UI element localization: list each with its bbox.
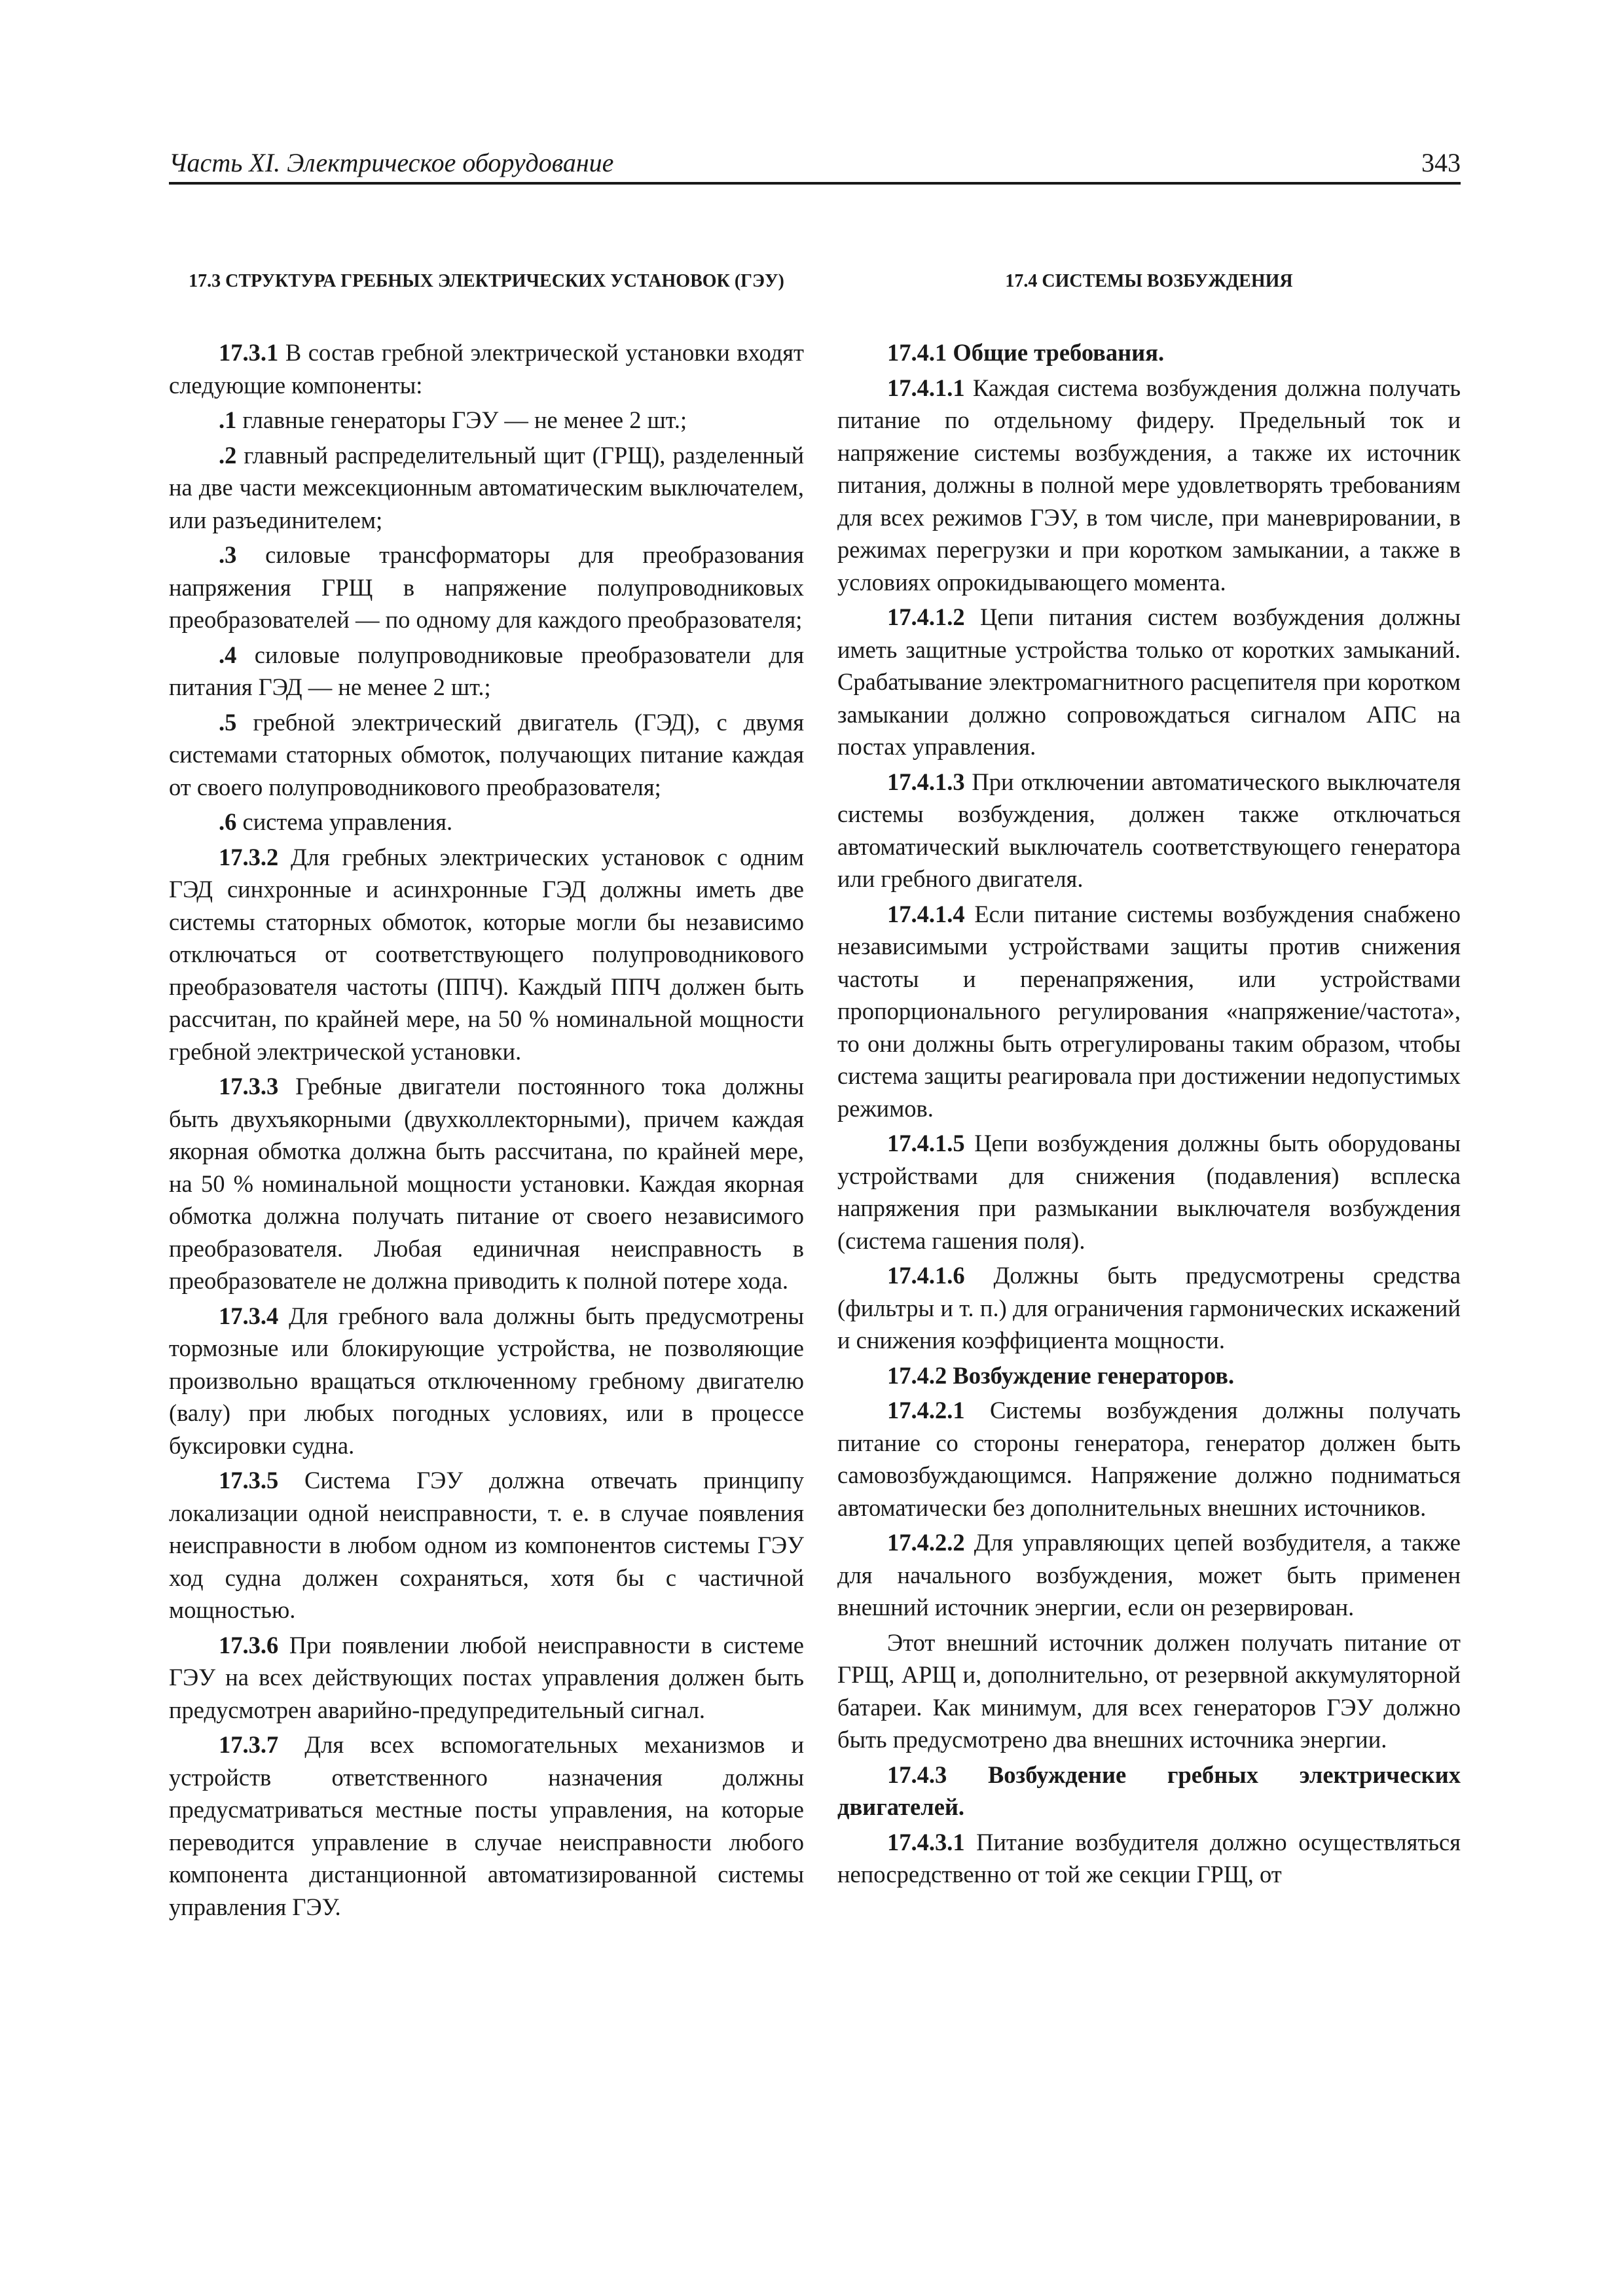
list-item-2: .2 главный распределительный щит (ГРЩ), разделенный на две части межсекционным автоматическим выключателем, или разъединителем; (169, 441, 804, 533)
paragraph-17-3-6: 17.3.6 При появлении любой неисправности в системе ГЭУ на всех действующих постах управления должен быть предусмотрен аварийно-предупредительный сигнал. (169, 1631, 804, 1723)
paragraph-17-4-1-5: 17.4.1.5 Цепи возбуждения должны быть оборудованы устройствами для снижения (подавления) всплеска напряжения при размыкании выключателя возбуждения (система гашения поля). (837, 1130, 1461, 1254)
paragraph-17-4-1-6: 17.4.1.6 Должны быть предусмотрены средства (фильтры и т. п.) для ограничения гармонических искажений и снижения коэффициента мощности. (837, 1262, 1461, 1354)
left-column (169, 268, 804, 1926)
page-number: 343 (1421, 148, 1461, 177)
paragraph-17-4-2-2: 17.4.2.2 Для управляющих цепей возбудителя, а также для начального возбуждения, может быть применен внешний источник энергии, если он резервирован. (837, 1529, 1461, 1621)
paragraph-17-3-4: 17.3.4 Для гребного вала должны быть предусмотрены тормозные или блокирующие устройства, не позволяющие произвольно вращаться отключенному гребному двигателю (валу) при любых погодных условиях, или в процессе буксировки судна. (169, 1302, 804, 1459)
paragraph-17-3-3: 17.3.3 Гребные двигатели постоянного тока должны быть двухъякорными (двухколлекторными), причем каждая якорная обмотка должна быть рассчитана, по крайней мере, на 50 % номинальной мощности установки. Каждая якорная обмотка должна получать питание от своего независимого преобразователя. Любая единичная неисправность в преобразователе не должна приводить к полной потере хода. (169, 1073, 804, 1294)
paragraph-17-3-5: 17.3.5 Система ГЭУ должна отвечать принципу локализации одной неисправности, т. е. в случае появления неисправности в любом одном из компонентов системы ГЭУ ход судна должен сохраняться, хотя бы с частичной мощностью. (169, 1467, 804, 1623)
paragraph-17-3-7: 17.3.7 Для всех вспомогательных механизмов и устройств ответственного назначения должны предусматриваться местные посты управления, на которые переводится управление в случае неисправности любого компонента дистанционной автоматизированной системы управления ГЭУ. (169, 1731, 804, 1920)
paragraph-17-4-1-3: 17.4.1.3 При отключении автоматического выключателя системы возбуждения, должен также отключаться автоматический выключатель соответствующего генератора или гребного двигателя. (837, 768, 1461, 892)
list-item-1: .1 главные генераторы ГЭУ — не менее 2 шт.; (219, 406, 687, 433)
paragraph-17-4-3-1: 17.4.3.1 Питание возбудителя должно осуществляться непосредственно от той же секции ГРЩ, от (837, 1828, 1461, 1888)
subheading-17-4-2: 17.4.2 Возбуждение генераторов. (887, 1361, 1235, 1389)
right-column (837, 268, 1461, 1893)
subheading-17-4-3: 17.4.3 Возбуждение гребных электрических двигателей. (837, 1761, 1461, 1820)
list-item-4: .4 силовые полупроводниковые преобразователи для питания ГЭД — не менее 2 шт.; (169, 641, 804, 700)
paragraph-17-4-2-1: 17.4.2.1 Системы возбуждения должны получать питание со стороны генератора, генератор должен быть самовозбуждающимся. Напряжение должно подниматься автоматически без дополнительных внешних источников. (837, 1397, 1461, 1521)
paragraph-17-3-2: 17.3.2 Для гребных электрических установок с одним ГЭД синхронные и асинхронные ГЭД должны иметь две системы статорных обмоток, которые могли бы независимо отключаться от соответствующего полупроводникового преобразователя частоты (ППЧ). Каждый ППЧ должен быть рассчитан, по крайней мере, на 50 % номинальной мощности гребной электрической установки. (169, 843, 804, 1065)
paragraph-17-4-1-4: 17.4.1.4 Если питание системы возбуждения снабжено независимыми устройствами защиты против снижения частоты и перенапряжения, или устройствами пропорционального регулирования «напряжение/частота», то они должны быть отрегулированы таким образом, чтобы система защиты реагировала при достижении недопустимых режимов. (837, 900, 1461, 1122)
paragraph-17-4-1-2: 17.4.1.2 Цепи питания систем возбуждения должны иметь защитные устройства только от коротких замыканий. Срабатывание электромагнитного расцепителя при коротком замыкании должно сопровождаться сигналом АПС на постах управления. (837, 603, 1461, 760)
header-title: Часть XI. Электрическое оборудование (169, 148, 614, 177)
subheading-17-4-1: 17.4.1 Общие требования. (887, 339, 1165, 366)
running-header (169, 145, 1461, 185)
list-item-5: .5 гребной электрический двигатель (ГЭД), с двумя системами статорных обмоток, получающих питание каждая от своего полупроводникового преобразователя; (169, 708, 804, 800)
section-title-17-4: 17.4 СИСТЕМЫ ВОЗБУЖДЕНИЯ (1005, 271, 1293, 291)
paragraph-external-source: Этот внешний источник должен получать питание от ГРЩ, АРЩ и, дополнительно, от резервной аккумуляторной батареи. Как минимум, для всех генераторов ГЭУ должно быть предусмотрено два внешних источника энергии. (837, 1628, 1461, 1753)
section-title-17-3: 17.3 СТРУКТУРА ГРЕБНЫХ ЭЛЕКТРИЧЕСКИХ УСТАНОВОК (ГЭУ) (189, 271, 784, 291)
list-item-6: .6 система управления. (219, 808, 453, 835)
paragraph-17-3-1: 17.3.1 В состав гребной электрической установки входят следующие компоненты: (169, 339, 804, 399)
list-item-3: .3 силовые трансформаторы для преобразования напряжения ГРЩ в напряжение полупроводниковых преобразователей — по одному для каждого преобразователя; (169, 541, 804, 633)
paragraph-17-4-1-1: 17.4.1.1 Каждая система возбуждения должна получать питание по отдельному фидеру. Предельный ток и напряжение системы возбуждения, а также их источник питания, должны в полной мере удовлетворять требованиям для всех режимов ГЭУ, в том числе, при маневрировании, в режимах перегрузки и при коротком замыкании, а также в условиях опрокидывающего момента. (837, 374, 1461, 596)
